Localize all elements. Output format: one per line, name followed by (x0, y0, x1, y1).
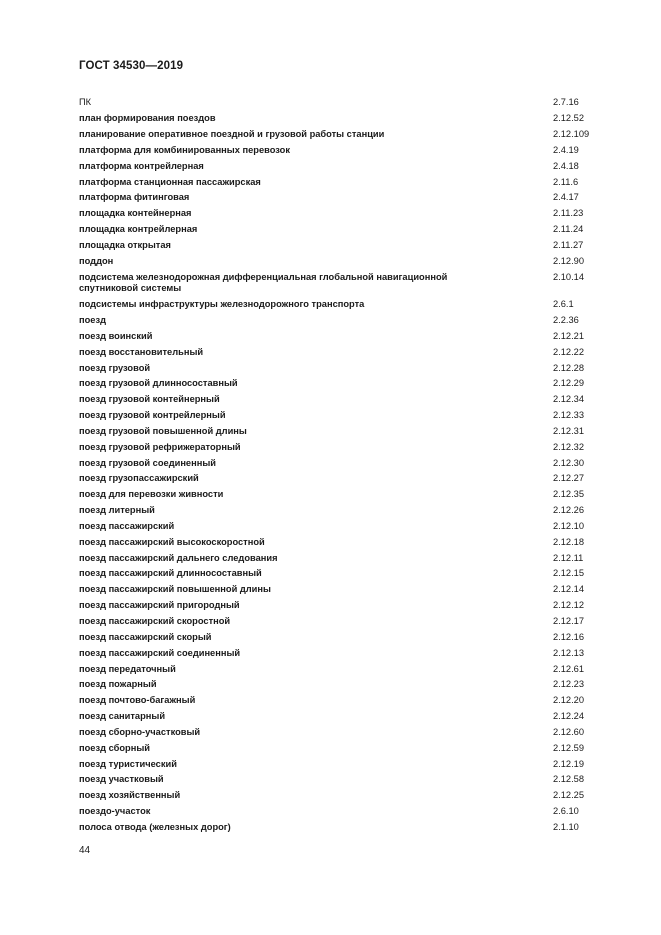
index-entry (79, 363, 619, 374)
index-entry (79, 822, 619, 833)
index-reference: 2.4.18 (553, 160, 579, 171)
index-entry (79, 145, 619, 156)
index-entry (79, 568, 619, 579)
index-term: поезд пассажирский повышенной длины (79, 584, 271, 595)
index-reference: 2.12.109 (553, 129, 590, 140)
index-reference: 2.12.52 (553, 113, 585, 124)
index-term: поезд воинский (79, 330, 153, 341)
index-entry (79, 192, 619, 203)
index-reference: 2.12.58 (553, 774, 585, 785)
index-term: поезд почтово-багажный (79, 695, 196, 706)
index-reference: 2.4.17 (553, 192, 579, 203)
index-reference: 2.12.12 (553, 600, 585, 611)
index-term: подсистемы инфраструктуры железнодорожного транспорта (79, 299, 365, 310)
index-entry (79, 256, 619, 267)
index-entry (79, 553, 619, 564)
index-term: поезд грузопассажирский (79, 473, 199, 484)
index-term: поезд пассажирский дальнего следования (79, 552, 278, 563)
index-reference: 2.12.11 (553, 552, 584, 563)
index-entry (79, 711, 619, 722)
index-reference: 2.12.17 (553, 616, 585, 626)
index-entry (79, 695, 619, 706)
index-entry (79, 315, 619, 326)
index-entry (79, 378, 619, 389)
index-reference: 2.12.27 (553, 473, 585, 484)
index-reference: 2.12.16 (553, 631, 585, 642)
index-reference: 2.12.20 (553, 695, 585, 706)
index-term: платформа станционная пассажирская (79, 176, 261, 187)
index-entry (79, 97, 619, 108)
index-term: поезд грузовой (79, 362, 151, 373)
index-reference: 2.12.22 (553, 346, 585, 357)
index-reference: 2.12.23 (553, 679, 585, 690)
index-entry (79, 521, 619, 532)
index-reference: 2.2.36 (553, 314, 579, 325)
index-entry (79, 129, 619, 140)
index-reference: 2.4.19 (553, 144, 579, 155)
index-entry (79, 161, 619, 172)
index-reference: 2.12.15 (553, 568, 585, 579)
index-term: поезд грузовой длинносоставный (79, 378, 238, 389)
index-term: поезд грузовой соединенный (79, 457, 216, 468)
index-term: поезд грузовой контейнерный (79, 394, 220, 405)
index-reference: 2.11.24 (553, 224, 584, 235)
index-reference: 2.7.16 (553, 97, 579, 107)
index-reference: 2.12.14 (553, 584, 585, 595)
index-reference: 2.12.30 (553, 457, 585, 468)
index-reference: 2.11.27 (553, 239, 584, 250)
index-term: платформа фитинговая (79, 192, 190, 203)
index-term: поезд для перевозки живности (79, 489, 224, 500)
index-entry (79, 240, 619, 251)
index-term: площадка контрейлерная (79, 224, 198, 235)
index-entry (79, 632, 619, 643)
index-reference: 2.12.31 (553, 425, 585, 436)
index-entry (79, 208, 619, 219)
index-term: поезд восстановительный (79, 346, 204, 357)
index-entry (79, 648, 619, 659)
index-term: поезд хозяйственный (79, 790, 181, 801)
index-entry (79, 489, 619, 500)
index-reference: 2.12.59 (553, 742, 585, 753)
index-term: поезд пассажирский высокоскоростной (79, 536, 265, 547)
index-reference: 2.11.6 (553, 176, 579, 187)
index-entry (79, 616, 619, 627)
index-reference: 2.12.13 (553, 647, 585, 658)
index-term: платформа для комбинированных перевозок (79, 144, 290, 155)
index-term: площадка контейнерная (79, 208, 192, 219)
index-reference: 2.12.10 (553, 520, 585, 531)
index-term: поезд пассажирский пригородный (79, 600, 240, 611)
index-entry (79, 664, 619, 675)
index-entry (79, 537, 619, 548)
index-reference: 2.12.90 (553, 255, 585, 266)
index-reference: 2.12.25 (553, 790, 585, 801)
index-entry (79, 177, 619, 188)
index-reference: 2.12.28 (553, 362, 585, 373)
index-term: поезд передаточный (79, 663, 176, 674)
index-entry (79, 473, 619, 484)
index-term: поезд пассажирский скорый (79, 631, 212, 642)
index-reference: 2.12.61 (553, 663, 585, 674)
index-term: поддон (79, 255, 114, 266)
index-term: полоса отвода (железных дорог) (79, 821, 231, 832)
index-reference: 2.12.26 (553, 505, 585, 516)
index-entry (79, 505, 619, 516)
index-term: поезд сборный (79, 742, 150, 753)
index-reference: 2.6.10 (553, 806, 579, 817)
index-entry (79, 347, 619, 358)
index-entry (79, 790, 619, 801)
index-term: поезд (79, 314, 106, 325)
index-term: площадка открытая (79, 239, 171, 250)
page-number: 44 (79, 845, 91, 856)
index-term: поезд пассажирский (79, 520, 175, 531)
index-reference: 2.1.10 (553, 821, 579, 832)
document-header: ГОСТ 34530—2019 (79, 60, 184, 72)
index-term: поезд участковый (79, 774, 164, 785)
index-term: план формирования поездов (79, 113, 216, 124)
index-entry (79, 584, 619, 595)
index-reference: 2.11.23 (553, 208, 584, 219)
index-reference: 2.6.1 (553, 299, 574, 310)
index-entry (79, 442, 619, 453)
index-term: поезд грузовой повышенной длины (79, 425, 247, 436)
index-reference: 2.10.14 (553, 271, 585, 282)
index-term: поездо-участок (79, 806, 151, 817)
index-entry (79, 426, 619, 437)
index-entry (79, 224, 619, 235)
index-term: поезд пассажирский длинносоставный (79, 568, 262, 579)
index-term: планирование оперативное поездной и грузовой работы станции (79, 129, 385, 140)
index-reference: 2.12.24 (553, 711, 585, 722)
index-term: поезд грузовой контрейлерный (79, 410, 226, 421)
index-entry (79, 774, 619, 785)
index-reference: 2.12.29 (553, 378, 585, 389)
index-term: поезд санитарный (79, 711, 166, 722)
index-entry (79, 394, 619, 405)
index-reference: 2.12.34 (553, 394, 585, 405)
index-entry (79, 272, 619, 294)
index-entry (79, 458, 619, 469)
index-term: поезд туристический (79, 758, 177, 769)
index-term: поезд пассажирский скоростной (79, 616, 231, 626)
index-entry (79, 759, 619, 770)
index-entry (79, 410, 619, 421)
index-term: поезд литерный (79, 505, 155, 516)
index-entry (79, 679, 619, 690)
index-reference: 2.12.33 (553, 410, 585, 421)
index-reference: 2.12.19 (553, 758, 585, 769)
index-entry (79, 331, 619, 342)
index-entry (79, 806, 619, 817)
index-entry (79, 727, 619, 738)
index-reference: 2.12.35 (553, 489, 585, 500)
index-entry (79, 600, 619, 611)
index-entry (79, 743, 619, 754)
index-term: подсистема железнодорожная дифференциальная глобальной навигационной спутниковой системы (79, 271, 448, 293)
index-term: поезд грузовой рефрижераторный (79, 441, 241, 452)
index-term: платформа контрейлерная (79, 160, 204, 171)
index-term: поезд пожарный (79, 679, 157, 690)
index-reference: 2.12.21 (553, 330, 585, 341)
index-reference: 2.12.60 (553, 726, 585, 737)
index-list (79, 97, 619, 838)
index-term: поезд пассажирский соединенный (79, 647, 241, 658)
index-reference: 2.12.18 (553, 536, 585, 547)
index-reference: 2.12.32 (553, 441, 585, 452)
index-entry (79, 299, 619, 310)
index-term: поезд сборно-участковый (79, 726, 201, 737)
index-term: ПК (79, 97, 92, 107)
index-entry (79, 113, 619, 124)
